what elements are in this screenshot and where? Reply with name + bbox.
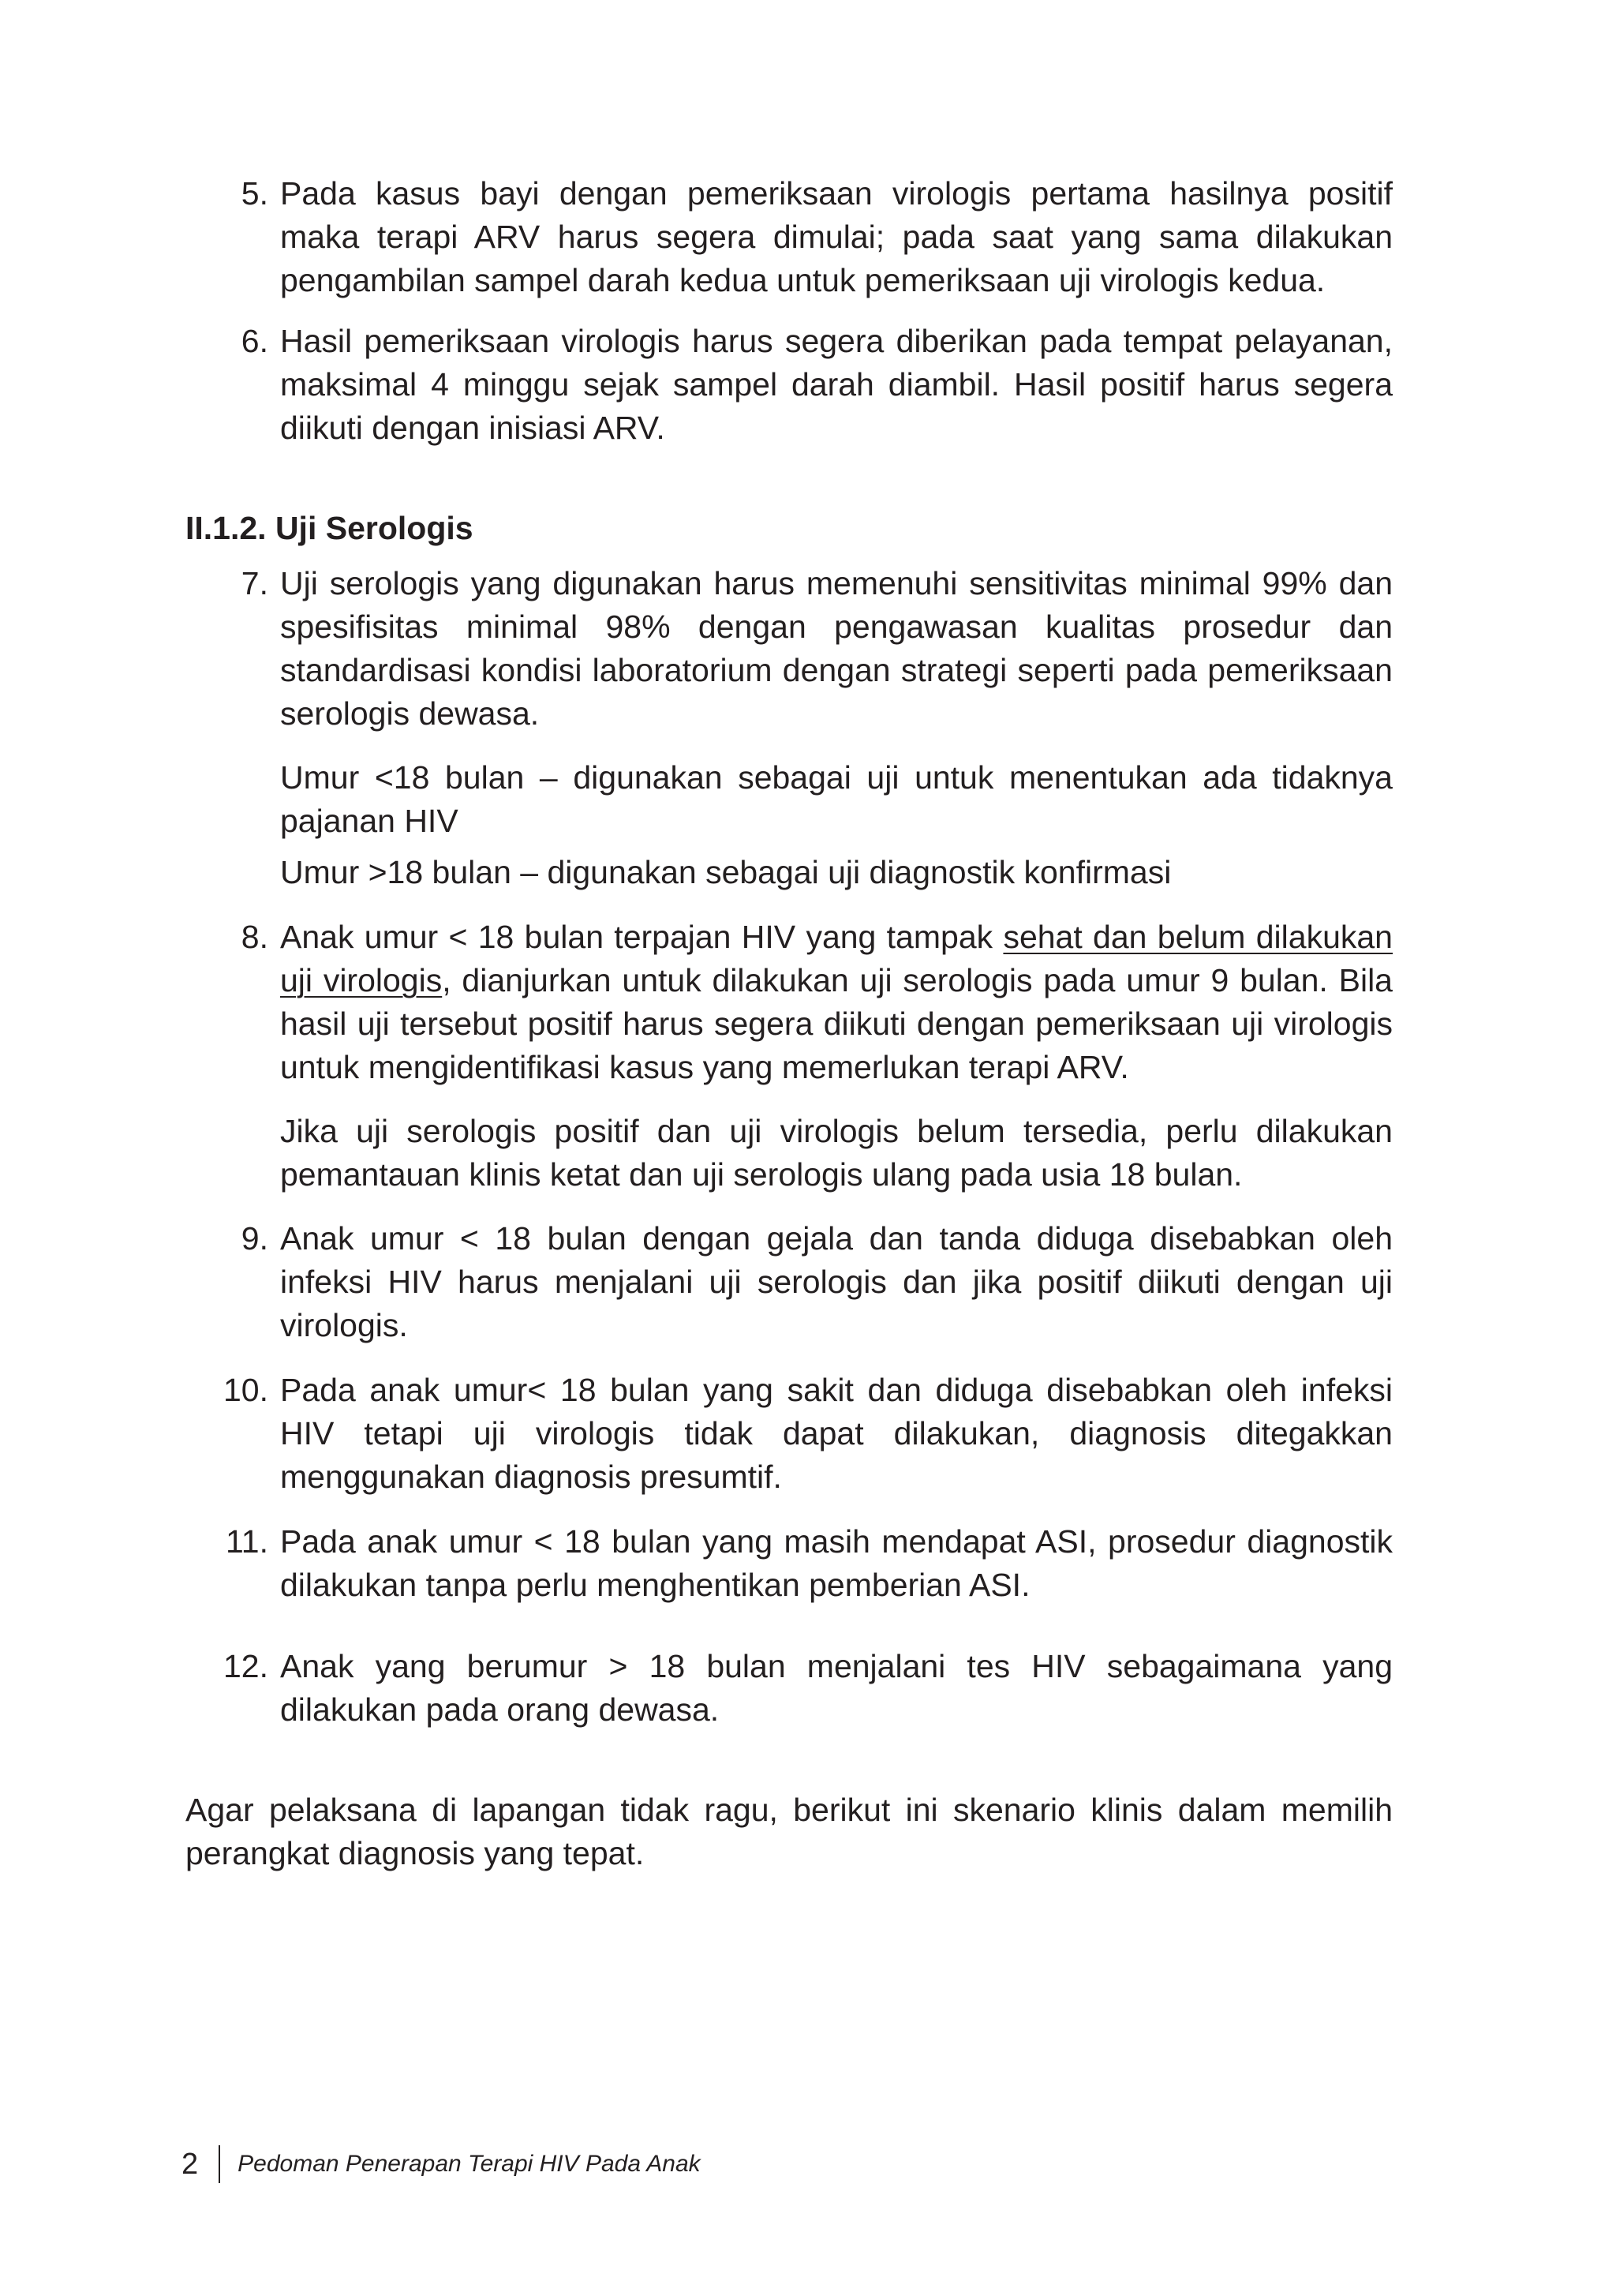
- page-number: 2: [181, 2147, 199, 2181]
- list-item-11: [185, 1520, 1393, 1607]
- list-item-5: [185, 172, 1393, 302]
- list-number: 5.: [241, 175, 268, 212]
- list-number: 9.: [241, 1220, 268, 1257]
- page-footer: [181, 2145, 701, 2183]
- list-item-text: Pada anak umur < 18 bulan yang masih mendapat ASI, prosedur diagnostik dilakukan tanpa perlu menghentikan pemberian ASI.: [280, 1523, 1393, 1603]
- footer-divider: [219, 2145, 220, 2183]
- list-item-6: [185, 320, 1393, 450]
- list-item-text: Hasil pemeriksaan virologis harus segera diberikan pada tempat pelayanan, maksimal 4 minggu sejak sampel darah diambil. Hasil positif harus segera diikuti dengan inisiasi ARV.: [280, 323, 1393, 446]
- list-item-12: [185, 1645, 1393, 1732]
- list-number: 6.: [241, 323, 268, 359]
- list-item-text: Anak umur < 18 bulan dengan gejala dan tanda diduga disebabkan oleh infeksi HIV harus menjalani uji serologis dan jika positif diikuti dengan uji virologis.: [280, 1220, 1393, 1343]
- list-item-9: [185, 1217, 1393, 1347]
- list-item-text-end: , dianjurkan untuk dilakukan uji serologis pada umur 9 bulan. Bila hasil uji tersebut positif harus segera diikuti dengan pemeriksaan uji virologis untuk mengidentifikasi kasus yang memerlukan terapi ARV.: [280, 962, 1393, 1085]
- list-item-text-start: Anak umur < 18 bulan terpajan HIV yang tampak: [280, 919, 1004, 955]
- list-item-text: Pada kasus bayi dengan pemeriksaan virologis pertama hasilnya positif maka terapi ARV harus segera dimulai; pada saat yang sama dilakukan pengambilan sampel darah kedua untuk pemeriksaan uji virologis kedua.: [280, 175, 1393, 298]
- list-number: 11.: [226, 1523, 268, 1560]
- list-item-10: [185, 1369, 1393, 1499]
- list-item-7: [185, 562, 1393, 736]
- list-item-text: Uji serologis yang digunakan harus memenuhi sensitivitas minimal 99% dan spesifisitas minimal 98% dengan pengawasan kualitas prosedur dan standardisasi kondisi laboratorium dengan strategi seperti pada pemeriksaan serologis dewasa.: [280, 565, 1393, 732]
- list-item-text: Anak yang berumur > 18 bulan menjalani tes HIV sebagaimana yang dilakukan pada orang dewasa.: [280, 1648, 1393, 1728]
- list-number: 10.: [223, 1372, 268, 1408]
- list-number: 8.: [241, 919, 268, 955]
- footer-title: Pedoman Penerapan Terapi HIV Pada Anak: [238, 2151, 701, 2177]
- item-7-note-under-18: Umur <18 bulan – digunakan sebagai uji untuk menentukan ada tidaknya pajanan HIV: [280, 759, 1393, 839]
- closing-paragraph: Agar pelaksana di lapangan tidak ragu, berikut ini skenario klinis dalam memilih perangkat diagnosis yang tepat.: [185, 1792, 1393, 1871]
- list-item-8: [185, 916, 1393, 1089]
- document-body: [185, 172, 1393, 1875]
- item-7-note-over-18: Umur >18 bulan – digunakan sebagai uji diagnostik konfirmasi: [280, 854, 1172, 890]
- list-number: 7.: [241, 565, 268, 601]
- item-8-note: Jika uji serologis positif dan uji virologis belum tersedia, perlu dilakukan pemantauan klinis ketat dan uji serologis ulang pada usia 18 bulan.: [280, 1113, 1393, 1193]
- underlined-phrase: sehat dan belum dilakukan uji virologis: [280, 919, 1393, 998]
- list-number: 12.: [223, 1648, 268, 1684]
- list-item-text: Pada anak umur< 18 bulan yang sakit dan diduga disebabkan oleh infeksi HIV tetapi uji virologis tidak dapat dilakukan, diagnosis ditegakkan menggunakan diagnosis presumtif.: [280, 1372, 1393, 1495]
- section-heading: II.1.2. Uji Serologis: [185, 510, 473, 546]
